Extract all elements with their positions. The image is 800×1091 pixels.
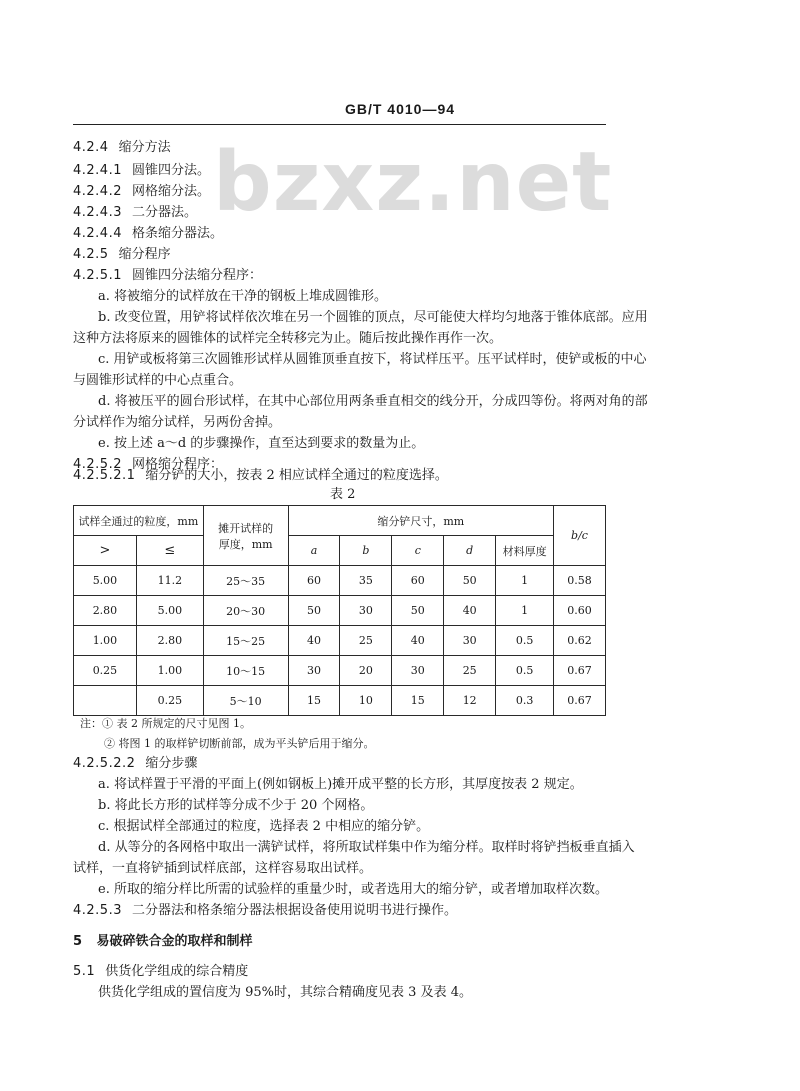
section-4-2-4-2: 4.2.4.2 网格缩分法。 [73,184,210,199]
table-row: 2.80 5.00 20～30 50 30 50 40 1 0.60 [74,596,606,626]
cone-step-d-line2: 分试样作为缩分试样，另两份舍掉。 [73,415,282,430]
cone-step-d-line1: d. 将被压平的圆台形试样，在其中心部位用两条垂直相交的线分开，分成四等份。将两对角的部 [98,394,648,409]
page-header: GB/T 4010—94 [344,101,456,117]
grid-step-d-line1: d. 从等分的各网格中取出一满铲试样，将所取试样集中作为缩分样。取样时将铲挡板垂直插入 [98,840,635,855]
header-a: a [288,536,340,566]
table-row: 0.25 1.00 10～15 30 20 30 25 0.5 0.67 [74,656,606,686]
cone-step-b-line1: b. 改变位置，用铲将试样依次堆在另一个圆锥的顶点，尽可能使大样均匀地落于锥体底部。应用 [98,310,648,325]
table-row: 0.25 5～10 15 10 15 12 0.3 0.67 [74,686,606,716]
cone-step-e: e. 按上述 a～d 的步骤操作，直至达到要求的数量为止。 [98,436,425,451]
header-le: ≤ [136,536,203,566]
cone-step-c-line2: 与圆锥形试样的中心点重合。 [73,373,243,388]
header-gt: > [74,536,137,566]
cone-step-c-line1: c. 用铲或板将第三次圆锥形试样从圆锥顶垂直按下，将试样压平。压平试样时，使铲或板的中心 [98,352,647,367]
grid-step-e: e. 所取的缩分样比所需的试验样的重量少时，或者选用大的缩分铲，或者增加取样次数。 [98,882,608,897]
section-4-2-5-2: 4.2.5.2 网格缩分程序： [73,457,223,472]
header-b: b [340,536,392,566]
section-4-2-4-1: 4.2.4.1 圆锥四分法。 [73,163,210,178]
cone-step-a: a. 将被缩分的试样放在干净的钢板上堆成圆锥形。 [98,289,388,304]
header-plate-thickness: 材料厚度 [496,536,554,566]
section-4-2-5-2-1: 4.2.5.2.1 缩分铲的大小，按表 2 相应试样全通过的粒度选择。 [73,468,448,483]
table2-note-2: ② 将图 1 的取样铲切断前部，成为平头铲后用于缩分。 [104,737,375,750]
section-5-1-paragraph: 供货化学组成的置信度为 95%时，其综合精确度见表 3 及表 4。 [98,985,472,1000]
table-row: 5.00 11.2 25～35 60 35 60 50 1 0.58 [74,566,606,596]
grid-step-c: c. 根据试样全部通过的粒度，选择表 2 中相应的缩分铲。 [98,819,430,834]
header-rule [73,124,606,125]
header-thickness: 摊开试样的 厚度，mm [203,506,288,566]
section-4-2-5-3: 4.2.5.3 二分器法和格条缩分器法根据设备使用说明书进行操作。 [73,903,457,918]
section-4-2-5: 4.2.5 缩分程序 [73,247,171,262]
section-5-1: 5.1 供货化学组成的综合精度 [73,964,249,979]
section-4-2-4: 4.2.4 缩分方法 [73,140,171,155]
section-4-2-5-1: 4.2.5.1 圆锥四分法缩分程序： [73,268,262,283]
section-5-heading: 5 易破碎铁合金的取样和制样 [73,934,253,949]
table-row: 1.00 2.80 15～25 40 25 40 30 0.5 0.62 [74,626,606,656]
grid-step-d-line2: 试样，一直将铲插到试样底部，这样容易取出试样。 [73,861,373,876]
header-d: d [444,536,496,566]
grid-step-a: a. 将试样置于平滑的平面上(例如钢板上)摊开成平整的长方形，其厚度按表 2 规定。 [98,777,583,792]
grid-step-b: b. 将此长方形的试样等分成不少于 20 个网格。 [98,798,374,813]
header-scoop-size: 缩分铲尺寸，mm [288,506,553,536]
table2-note-1: 注：① 表 2 所规定的尺寸见图 1。 [80,717,251,730]
cone-step-b-line2: 这种方法将原来的圆锥体的试样完全转移完为止。随后按此操作再作一次。 [73,331,503,346]
header-c: c [392,536,444,566]
table2-caption: 表 2 [330,487,356,502]
watermark: bzxz.net [213,135,613,230]
header-ratio: b/c [554,506,606,566]
header-passing-size: 试样全通过的粒度，mm [74,506,204,536]
section-4-2-4-4: 4.2.4.4 格条缩分器法。 [73,226,223,241]
section-4-2-4-3: 4.2.4.3 二分器法。 [73,205,197,220]
section-4-2-5-2-2: 4.2.5.2.2 缩分步骤 [73,756,198,771]
table-2 [73,505,606,716]
